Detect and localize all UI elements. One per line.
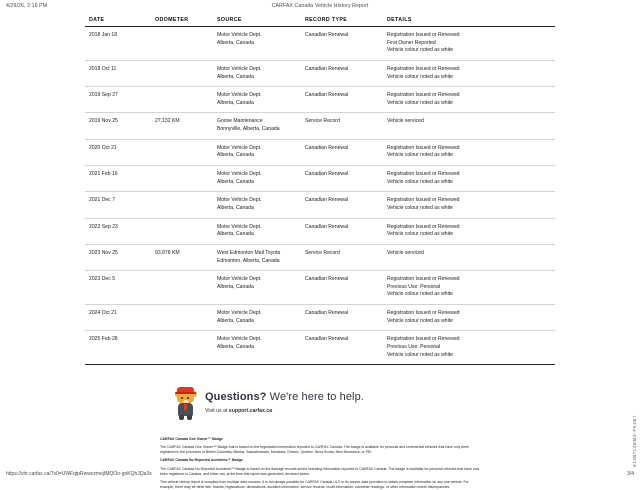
cell-source: Motor Vehicle Dept. Alberta, Canada [213, 139, 301, 165]
table-row [85, 166, 555, 192]
cell-odometer: 27,132 KM [151, 113, 213, 139]
help-title-rest: We're here to help. [266, 391, 364, 404]
cell-odometer [151, 305, 213, 331]
help-subtitle [205, 408, 364, 414]
cell-details: Registration Issued or Renewed Vehicle colour noted as white [383, 192, 555, 218]
table-header-row [85, 17, 555, 27]
legal-body-no-accidents: The CARFAX Canada No Reported Accidents™ Badge is based on the damage records and/or branding information reported to CARFAX Canada. The badge is available for personal vehicles that have only been registered in Canada, and either not, at the time this report was generated, declared stolen. [160, 466, 480, 476]
cell-details: Vehicle serviced [383, 244, 555, 270]
table-row [85, 60, 555, 86]
table-row [85, 113, 555, 139]
cell-odometer [151, 271, 213, 305]
cell-source: Motor Vehicle Dept. Alberta, Canada [213, 271, 301, 305]
cell-record-type: Canadian Renewal [301, 139, 383, 165]
cell-record-type: Canadian Renewal [301, 218, 383, 244]
cell-source: Motor Vehicle Dept. Alberta, Canada [213, 60, 301, 86]
cell-odometer [151, 218, 213, 244]
cell-record-type: Canadian Renewal [301, 27, 383, 61]
cell-source: Motor Vehicle Dept. Alberta, Canada [213, 87, 301, 113]
vehicle-history-table [85, 17, 555, 365]
cell-record-type: Service Record [301, 244, 383, 270]
table-row [85, 331, 555, 365]
print-footer-url: https://vhr.carfax.ca/?x0=UWFqtpRwwvzmejfMQOo-goKQhJQa3x [6, 471, 152, 477]
column-header-source: SOURCE [213, 17, 301, 27]
table-row [85, 271, 555, 305]
cell-odometer [151, 87, 213, 113]
help-title-bold: Questions? [205, 391, 267, 404]
cell-date: 2019 Nov 25 [85, 113, 151, 139]
legal-body-one-owner: The CARFAX Canada One Owner™ Badge that is based on the registration information reported to CARFAX Canada. The badge is available for personal and commercial vehicles that have only been registered in the provinces of British Columbia, Alberta, Saskatchewan, Manitoba, Ontario, Quebec, Nova Scotia, New Brunswick, or PEI. [160, 445, 470, 455]
cell-date: 2024 Oct 21 [85, 305, 151, 331]
cell-details: Registration Issued or Renewed Vehicle colour noted as white [383, 305, 555, 331]
print-footer [0, 471, 640, 477]
cell-date: 2023 Dec 5 [85, 271, 151, 305]
cell-record-type: Canadian Renewal [301, 60, 383, 86]
cell-source: Goose Maintenance Bonnyville, Alberta, Canada [213, 113, 301, 139]
cell-odometer [151, 331, 213, 365]
cell-date: 2021 Feb 16 [85, 166, 151, 192]
column-header-date: DATE [85, 17, 151, 27]
cell-date: 2023 Nov 25 [85, 244, 151, 270]
cell-date: 2019 Sep 27 [85, 87, 151, 113]
cell-source: Motor Vehicle Dept. Alberta, Canada [213, 218, 301, 244]
table-row [85, 192, 555, 218]
table-row [85, 139, 555, 165]
help-title [205, 391, 364, 403]
cell-source: West Edmonton Mall Toyota Edmonton, Alberta, Canada [213, 244, 301, 270]
cell-date: 2022 Sep 23 [85, 218, 151, 244]
help-block [85, 387, 555, 421]
table-row [85, 305, 555, 331]
cell-record-type: Canadian Renewal [301, 331, 383, 365]
cell-record-type: Canadian Renewal [301, 305, 383, 331]
cell-date: 2021 Dec 7 [85, 192, 151, 218]
cell-source: Motor Vehicle Dept. Alberta, Canada [213, 27, 301, 61]
cell-details: Registration Issued or Renewed Vehicle colour noted as white [383, 139, 555, 165]
legal-fine-print [160, 437, 480, 490]
cell-date: 2018 Jan 18 [85, 27, 151, 61]
legal-heading-one-owner: CARFAX Canada One Owner™ Badge [160, 437, 223, 442]
support-link[interactable]: support.carfax.ca [228, 408, 273, 415]
cell-record-type: Canadian Renewal [301, 271, 383, 305]
cell-record-type: Canadian Renewal [301, 166, 383, 192]
cell-odometer [151, 27, 213, 61]
cell-details: Registration Issued or Renewed Vehicle colour noted as white [383, 87, 555, 113]
cell-odometer [151, 192, 213, 218]
print-footer-page: 3/4 [627, 471, 634, 477]
print-header [0, 0, 640, 9]
cell-source: Motor Vehicle Dept. Alberta, Canada [213, 166, 301, 192]
table-row [85, 218, 555, 244]
cell-odometer [151, 139, 213, 165]
column-header-details: DETAILS [383, 17, 555, 27]
legal-heading-no-accidents: CARFAX Canada No Reported Accidents™ Badge [160, 458, 243, 463]
help-text [205, 387, 364, 414]
cell-date: 2018 Oct 11 [85, 60, 151, 86]
cell-source: Motor Vehicle Dept. Alberta, Canada [213, 331, 301, 365]
column-header-odometer: ODOMETER [151, 17, 213, 27]
table-row [85, 27, 555, 61]
print-header-title: CARFAX Canada Vehicle History Report [271, 3, 369, 9]
cell-details: Vehicle serviced [383, 113, 555, 139]
help-visit-prefix: Visit us at [205, 408, 229, 415]
cell-details: Registration Issued or Renewed Vehicle colour noted as white [383, 60, 555, 86]
cell-date: 2020 Oct 21 [85, 139, 151, 165]
table-row [85, 244, 555, 270]
column-header-record-type: RECORD TYPE [301, 17, 383, 27]
cell-date: 2025 Feb 28 [85, 331, 151, 365]
legal-disclaimer: This vehicle history report is compiled from multiple data sources. It is not always possible for CARFAX Canada ULC or its source data providers to obtain complete information on any one vehicle. For example, there may be other title, brands, registrations, declarations, accident information, service records, recall information, odometer readings, or other information where discrepancies [160, 479, 469, 489]
cell-details: Registration Issued or Renewed Vehicle colour noted as white [383, 166, 555, 192]
cell-details: Registration Issued or Renewed Previous Use: Personal Vehicle colour noted as white [383, 271, 555, 305]
cell-source: Motor Vehicle Dept. Alberta, Canada [213, 305, 301, 331]
cell-record-type: Canadian Renewal [301, 87, 383, 113]
report-side-id: 813B7L4EMS-PK2B7 [632, 415, 637, 467]
cell-details: Registration Issued or Renewed Previous Use: Personal Vehicle colour noted as white [383, 331, 555, 365]
cell-details: Registration Issued or Renewed First Owner Reported Vehicle colour noted as white [383, 27, 555, 61]
table-row [85, 87, 555, 113]
cell-odometer [151, 60, 213, 86]
print-header-datetime: 4/29/26, 2:16 PM [6, 3, 48, 9]
carfax-mascot-icon [173, 387, 199, 421]
cell-odometer [151, 166, 213, 192]
cell-record-type: Service Record [301, 113, 383, 139]
cell-source: Motor Vehicle Dept. Alberta, Canada [213, 192, 301, 218]
cell-record-type: Canadian Renewal [301, 192, 383, 218]
cell-odometer: 93,878 KM [151, 244, 213, 270]
cell-details: Registration Issued or Renewed Vehicle colour noted as white [383, 218, 555, 244]
